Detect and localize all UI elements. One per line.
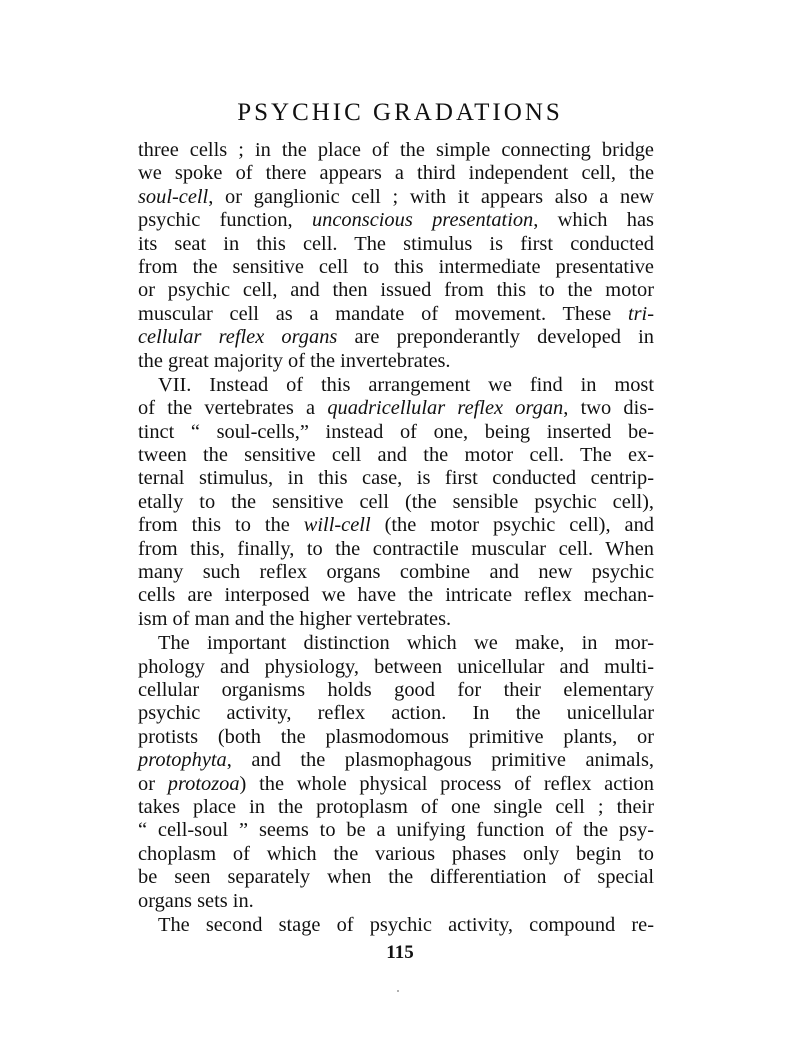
text-line: VII. Instead of this arrangement we find in most [158, 373, 654, 396]
text-line: “ cell-soul ” seems to be a unifying function of the psy- [138, 819, 654, 842]
text-line: protophyta, and the plasmophagous primitive animals, [138, 749, 654, 772]
text-line: from this, finally, to the contractile muscular cell. When [138, 537, 654, 560]
text-line: many such reflex organs combine and new psychic [138, 561, 654, 584]
text-line: cells are interposed we have the intricate reflex mechan- [138, 584, 654, 607]
text-line: psychic activity, reflex action. In the unicellular [138, 702, 654, 725]
page-number: 115 [386, 942, 414, 963]
text-line: The second stage of psychic activity, compound re- [158, 913, 654, 936]
text-line: or psychic cell, and then issued from this to the motor [138, 279, 654, 302]
print-speck [397, 990, 399, 992]
text-line: of the vertebrates a quadricellular reflex organ, two dis- [138, 397, 654, 420]
text-line: organs sets in. [138, 889, 254, 912]
text-line: its seat in this cell. The stimulus is first conducted [138, 232, 654, 255]
text-line: tween the sensitive cell and the motor cell. The ex- [138, 444, 654, 467]
paragraph [138, 374, 654, 631]
text-line: cellular reflex organs are preponderantly developed in [138, 326, 654, 349]
text-line: or protozoa) the whole physical process of reflex action [138, 772, 655, 795]
text-line: soul-cell, or ganglionic cell ; with it appears also a new [138, 185, 654, 208]
text-line: from this to the will-cell (the motor psychic cell), and [138, 514, 654, 537]
text-line: tinct “ soul-cells,” instead of one, being inserted be- [138, 420, 654, 443]
text-line: etally to the sensitive cell (the sensible psychic cell), [138, 490, 654, 513]
paragraph [138, 632, 654, 913]
body-text [138, 139, 654, 937]
text-line: muscular cell as a mandate of movement. These tri- [138, 302, 654, 325]
paragraph [138, 914, 654, 937]
text-line: cellular organisms holds good for their elementary [138, 678, 654, 701]
text-line: protists (both the plasmodomous primitive plants, or [138, 725, 654, 748]
text-line: phology and physiology, between unicellular and multi- [138, 655, 654, 678]
paragraph [138, 139, 654, 373]
text-line: from the sensitive cell to this intermediate presentative [138, 255, 654, 278]
text-line: three cells ; in the place of the simple connecting bridge [138, 139, 654, 161]
text-line: The important distinction which we make, in mor- [158, 632, 654, 655]
text-line: takes place in the protoplasm of one single cell ; their [138, 795, 654, 818]
text-line: psychic function, unconscious presentation, which has [138, 209, 654, 232]
text-line: the great majority of the invertebrates. [138, 349, 451, 372]
text-line: ism of man and the higher vertebrates. [138, 607, 452, 630]
text-line: ternal stimulus, in this case, is first conducted centrip- [138, 467, 654, 490]
text-line: we spoke of there appears a third independent cell, the [138, 162, 654, 185]
text-line: be seen separately when the differentiation of special [138, 866, 654, 889]
text-line: choplasm of which the various phases only begin to [138, 842, 654, 865]
running-head: PSYCHIC GRADATIONS [237, 99, 563, 126]
